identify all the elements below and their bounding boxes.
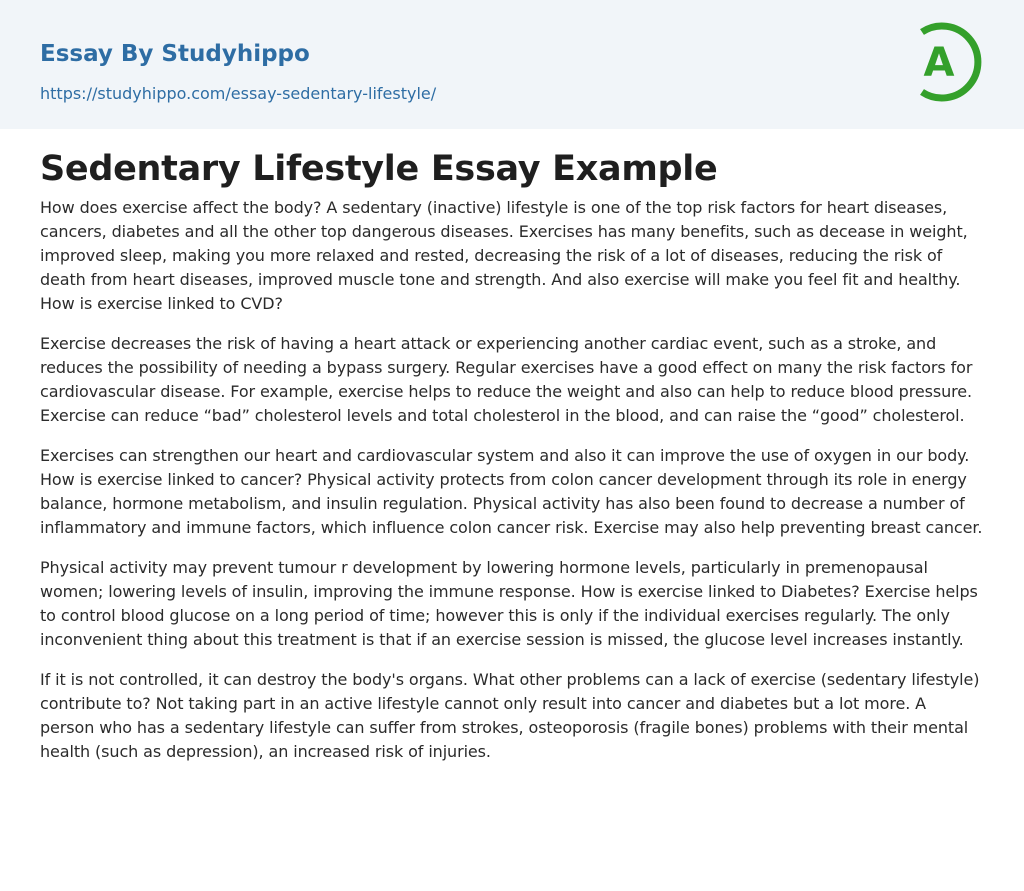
article bbox=[0, 129, 1024, 764]
logo-letter: A bbox=[923, 40, 955, 86]
essay-paragraph: Exercises can strengthen our heart and cardiovascular system and also it can improve the use of oxygen in our body. How is exercise linked to cancer? Physical activity protects from colon cancer development through its role in energy balance, hormone metabolism, and insulin regulation. Physical activity has also been found to decrease a number of inflammatory and immune factors, which influence colon cancer risk. Exercise may also help preventing breast cancer. bbox=[40, 446, 983, 537]
page-title: Sedentary Lifestyle Essay Example bbox=[40, 149, 718, 189]
essay-paragraph: Exercise decreases the risk of having a heart attack or experiencing another cardiac event, such as a stroke, and reduces the possibility of needing a bypass surgery. Regular exercises have a good effect on many the risk factors for cardiovascular disease. For example, exercise helps to reduce the weight and also can help to reduce blood pressure. Exercise can reduce “bad” cholesterol levels and total cholesterol in the blood, and can raise the “good” cholesterol. bbox=[40, 334, 973, 425]
brand-title[interactable]: Essay By Studyhippo bbox=[40, 41, 310, 67]
studyhippo-logo-icon[interactable] bbox=[908, 18, 988, 106]
essay-paragraph: How does exercise affect the body? A sedentary (inactive) lifestyle is one of the top risk factors for heart diseases, cancers, diabetes and all the other top dangerous diseases. Exercises has many benefits, such as decease in weight, improved sleep, making you more relaxed and rested, decreasing the risk of a lot of diseases, reducing the risk of death from heart diseases, improved muscle tone and strength. And also exercise will make you feel fit and healthy. How is exercise linked to CVD? bbox=[40, 198, 968, 313]
site-header bbox=[0, 0, 1024, 129]
essay-paragraph: If it is not controlled, it can destroy the body's organs. What other problems can a lack of exercise (sedentary lifestyle) contribute to? Not taking part in an active lifestyle cannot only result into cancer and diabetes but a lot more. A person who has a sedentary lifestyle can suffer from strokes, osteoporosis (fragile bones) problems with their mental health (such as depression), an increased risk of injuries. bbox=[40, 670, 980, 761]
essay-url-link[interactable]: https://studyhippo.com/essay-sedentary-lifestyle/ bbox=[40, 84, 437, 103]
essay-paragraph: Physical activity may prevent tumour r development by lowering hormone levels, particularly in premenopausal women; lowering levels of insulin, improving the immune response. How is exercise linked to Diabetes? Exercise helps to control blood glucose on a long period of time; however this is only if the individual exercises regularly. The only inconvenient thing about this treatment is that if an exercise session is missed, the glucose level increases instantly. bbox=[40, 558, 978, 649]
